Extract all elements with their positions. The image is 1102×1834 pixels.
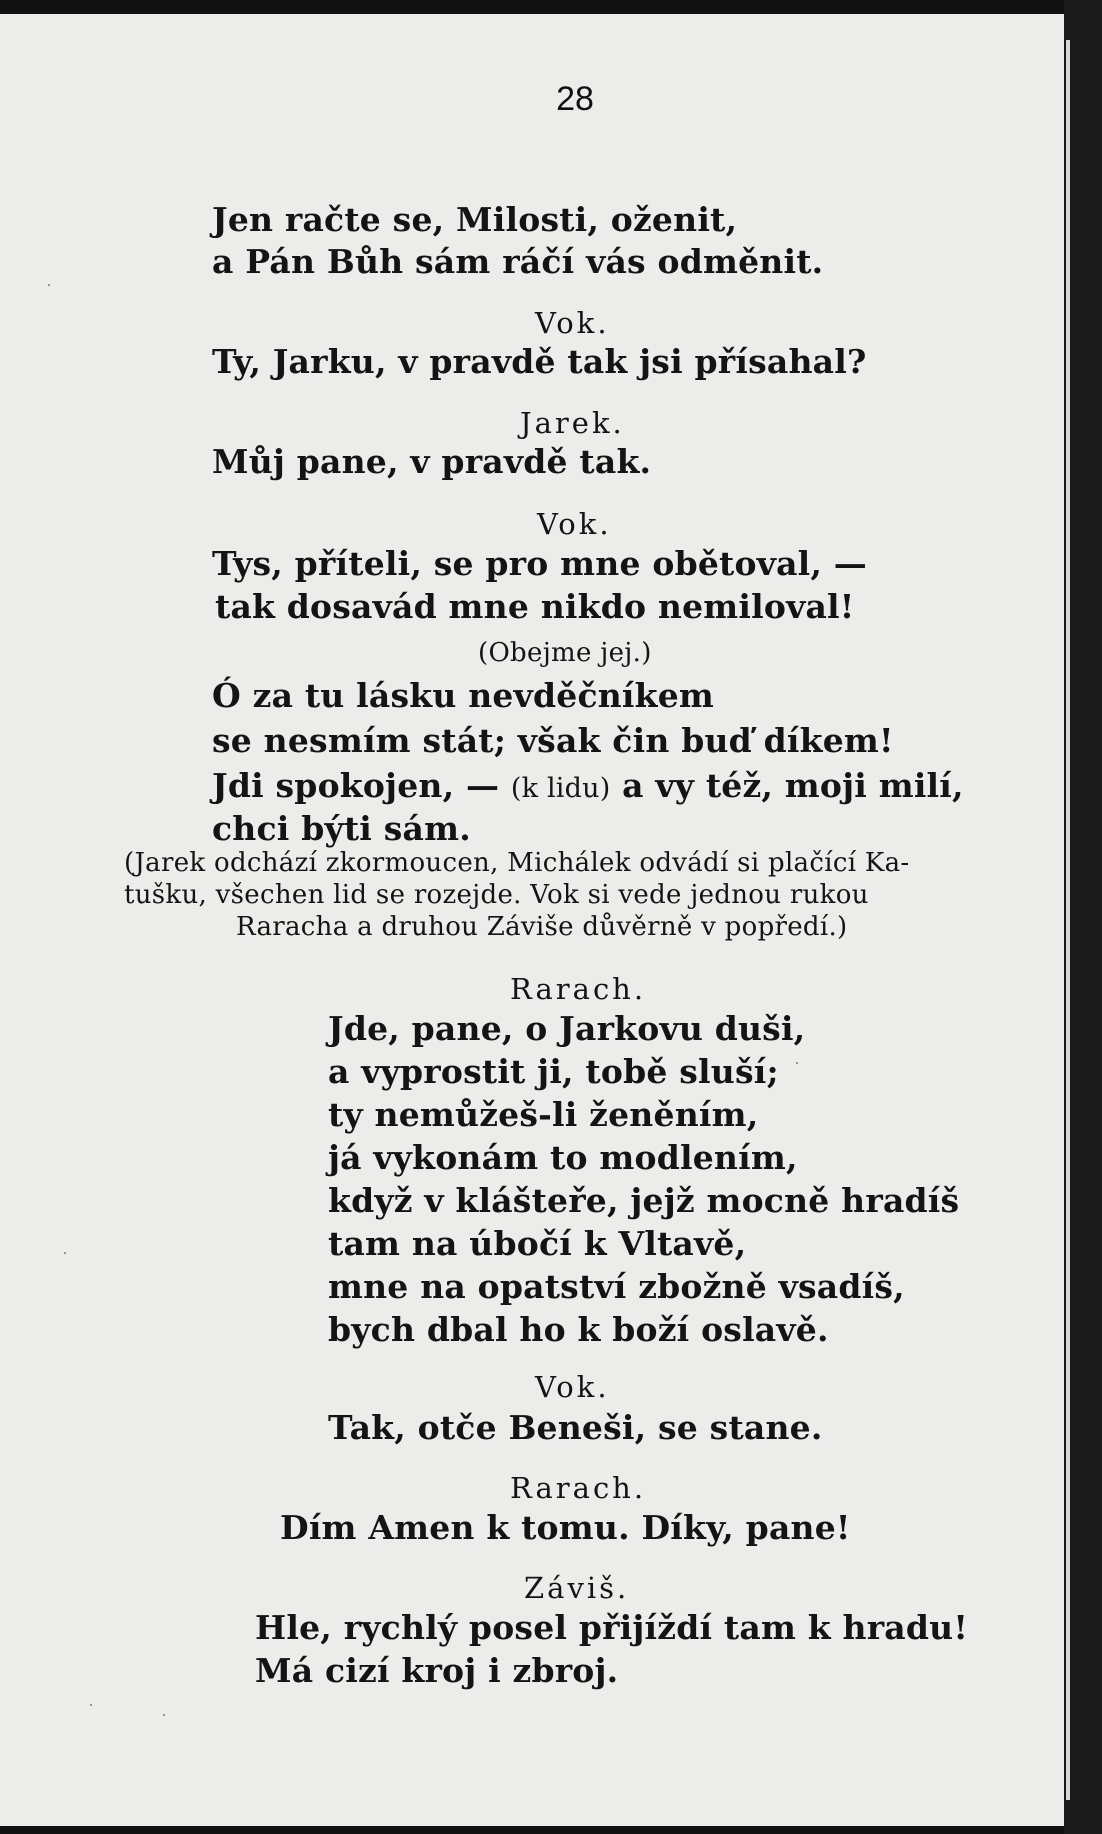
verse-line: ty nemůžeš-li ženěním, <box>328 1095 759 1134</box>
stage-direction: (Jarek odchází zkormoucen, Michálek odvádí si plačící Ka- <box>124 848 910 878</box>
verse-text: a vy též, moji milí, <box>622 766 964 805</box>
paper-speck <box>48 284 50 286</box>
paper-speck <box>163 1714 165 1716</box>
speaker-name: Jarek. <box>520 406 625 440</box>
paper-speck <box>90 1704 92 1706</box>
page-edge-strip <box>1066 40 1070 1800</box>
verse-line: mne na opatství zbožně vsadíš, <box>328 1267 905 1306</box>
verse-line: Jen račte se, Milosti, oženit, <box>212 200 738 239</box>
paper-speck <box>796 1062 798 1064</box>
verse-line: tam na úbočí k Vltavě, <box>328 1224 747 1263</box>
verse-line: Má cizí kroj i zbroj. <box>255 1651 619 1690</box>
speaker-name: Rarach. <box>510 1471 647 1505</box>
verse-line: Ty, Jarku, v pravdě tak jsi přísahal? <box>212 342 867 381</box>
verse-line <box>212 766 964 805</box>
verse-line: Můj pane, v pravdě tak. <box>212 442 652 481</box>
speaker-name: Rarach. <box>510 972 647 1006</box>
verse-line: Tys, příteli, se pro mne obětoval, — <box>212 544 867 583</box>
speaker-name: Záviš. <box>524 1571 630 1605</box>
speaker-name: Vok. <box>537 507 612 541</box>
inline-stage-direction: (k lidu) <box>510 773 611 804</box>
verse-line: bych dbal ho k boží oslavě. <box>328 1310 829 1349</box>
stage-direction: tušku, všechen lid se rozejde. Vok si vede jednou rukou <box>124 880 869 910</box>
verse-line: Tak, otče Beneši, se stane. <box>328 1408 823 1447</box>
verse-line: Hle, rychlý posel přijíždí tam k hradu! <box>255 1608 969 1647</box>
book-page <box>0 14 1064 1826</box>
paper-speck <box>64 1252 66 1254</box>
speaker-name: Vok. <box>535 306 610 340</box>
verse-line: Jde, pane, o Jarkovu duši, <box>328 1009 806 1048</box>
verse-line: Dím Amen k tomu. Díky, pane! <box>280 1508 851 1547</box>
verse-line: Ó za tu lásku nevděčníkem <box>212 676 715 715</box>
verse-line: chci býti sám. <box>212 809 471 848</box>
page-number: 28 <box>556 80 594 118</box>
verse-line: a vyprostit ji, tobě sluší; <box>328 1052 779 1091</box>
stage-direction: (Obejme jej.) <box>478 638 652 668</box>
verse-line: tak dosavád mne nikdo nemiloval! <box>215 587 855 626</box>
verse-line: a Pán Bůh sám ráčí vás odměnit. <box>212 242 824 281</box>
stage-direction: Raracha a druhou Záviše důvěrně v popředí.) <box>236 912 848 942</box>
verse-line: když v klášteře, jejž mocně hradíš <box>328 1181 960 1220</box>
verse-line: já vykonám to modlením, <box>328 1138 798 1177</box>
verse-text: Jdi spokojen, — <box>212 766 500 805</box>
speaker-name: Vok. <box>535 1370 610 1404</box>
verse-line: se nesmím stát; však čin buď díkem! <box>212 721 894 760</box>
